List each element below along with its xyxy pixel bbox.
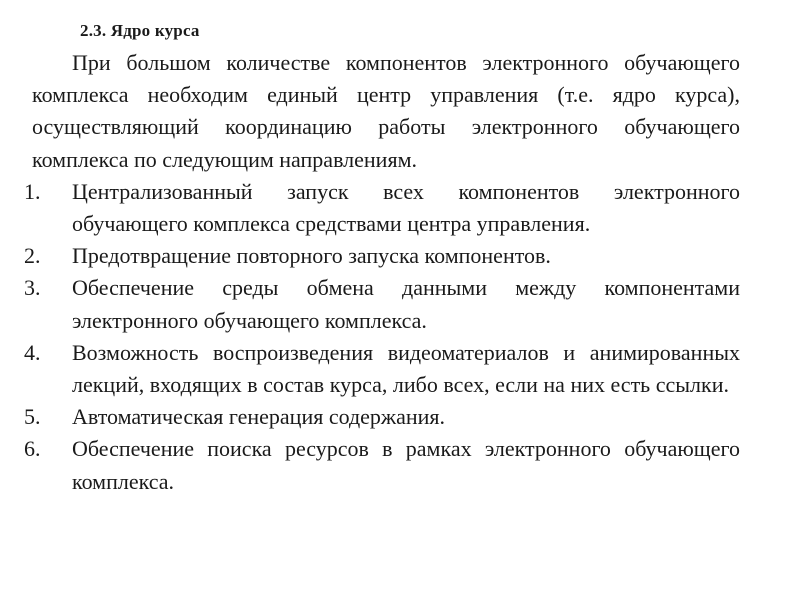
- list-item-text: Возможность воспроизведения видеоматериалов и анимированных лекций, входящих в состав курса, либо всех, если на них есть ссылки.: [72, 339, 740, 398]
- section-heading: 2.3. Ядро курса: [80, 21, 200, 40]
- numbered-list: [24, 176, 740, 498]
- document-body: [24, 47, 740, 498]
- list-item: [24, 401, 740, 433]
- list-item: [24, 272, 740, 336]
- list-item: [24, 337, 740, 401]
- list-item-text: Централизованный запуск всех компонентов электронного обучающего комплекса средствами центра управления.: [72, 178, 740, 237]
- list-item-number: 3.: [24, 275, 41, 301]
- list-item-number: 5.: [24, 404, 41, 430]
- intro-paragraph: При большом количестве компонентов электронного обучающего комплекса необходим единый центр управления (т.е. ядро курса), осуществляющий координацию работы электронного обучающего комплекса по следующим направлениям.: [32, 50, 740, 172]
- list-item: [24, 433, 740, 497]
- list-item: [24, 240, 740, 272]
- list-item-number: 4.: [24, 339, 41, 365]
- list-item-text: Автоматическая генерация содержания.: [72, 404, 446, 430]
- list-item-number: 2.: [24, 243, 41, 269]
- list-item-number: 6.: [24, 436, 41, 462]
- list-item: [24, 176, 740, 240]
- list-item-number: 1.: [24, 178, 41, 204]
- list-item-text: Обеспечение среды обмена данными между компонентами электронного обучающего комплекса.: [72, 275, 740, 333]
- list-item-text: Обеспечение поиска ресурсов в рамках электронного обучающего комплекса.: [72, 436, 740, 494]
- list-item-text: Предотвращение повторного запуска компонентов.: [72, 243, 551, 269]
